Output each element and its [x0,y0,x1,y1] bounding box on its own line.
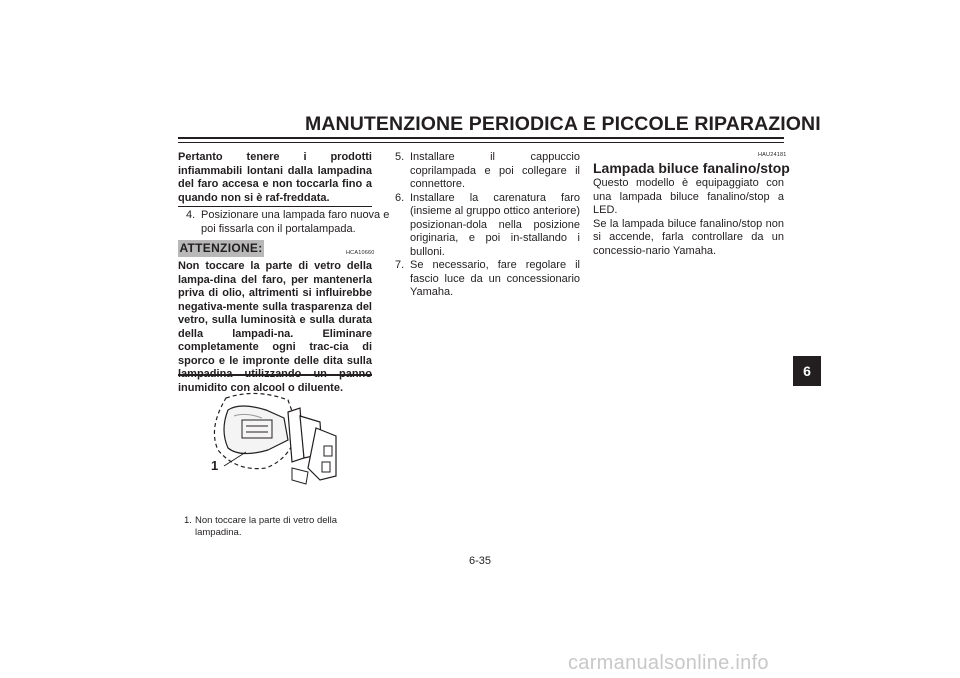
attention-code: HCA10660 [346,250,375,256]
attention-badge: ATTENZIONE: [179,241,263,255]
attention-rule [178,374,372,376]
step-text: Installare la carenatura faro (insieme al gruppo ottico anteriore) posizionan-dola nella posizione originaria, e poi in-stallando i bulloni. [410,191,580,258]
step-number: 4. [186,209,196,221]
caption-text: Non toccare la parte di vetro della lampadina. [195,515,338,538]
section-body [593,177,784,258]
figure-caption [184,515,384,539]
step-4 [178,209,395,236]
step-text: Se necessario, fare regolare il fascio luce da un concessionario Yamaha. [410,259,580,298]
header-rule-thick [178,137,784,139]
paragraph: Se la lampada biluce fanalino/stop non si accende, farla controllare da un concessio-nario Yamaha. [593,217,784,257]
step-5 [387,151,580,192]
middle-steps [387,151,580,300]
chapter-tab: 6 [793,356,821,386]
attention-text: Non toccare la parte di vetro della lampa-dina del faro, per mantenerla priva di olio, altrimenti si influirebbe negativa-mente sulla trasparenza del vetro, sulla luminosità e sulla durata della lampadi-na. Eliminare completamente ogni trac-cia di sporco e le impronte delle dita sulla inumidito con alcool o diluente. [178,260,372,394]
callout-number: 1 [211,458,219,473]
section-code: HAU24181 [758,152,787,158]
page-header-title: MANUTENZIONE PERIODICA E PICCOLE RIPARAZIONI [305,113,821,135]
step-number: 7. [395,259,405,271]
caption-number: 1. [184,515,192,526]
headlight-bulb-illustration [196,388,356,503]
step-number: 6. [395,191,405,204]
base-tab [292,468,308,484]
paragraph: Questo modello è equipaggiato con una lampada biluce fanalino/stop a LED. [593,177,784,216]
step-text: Posizionare una lampada faro nuova e poi fissarla con il portalampada. [201,209,390,235]
step-7 [387,259,580,300]
header-rule-thin [178,142,784,143]
section-title: Lampada biluce fanalino/stop [593,160,790,176]
bulb-drawing [196,388,356,498]
step-number: 5. [395,151,405,163]
watermark: carmanualsonline.info [568,652,769,674]
step-text: Installare il cappuccio coprilampada e poi collegare il connettore. [410,151,580,190]
step-6 [387,192,580,260]
page-number: 6-35 [468,555,492,567]
warning-intro: Pertanto tenere i prodotti infiammabili lontani dalla lampadina del faro accesa e non toccarla fino a quando non si è raf-freddata. [178,151,372,204]
glass-envelope [224,406,288,454]
warning-rule [178,206,372,207]
